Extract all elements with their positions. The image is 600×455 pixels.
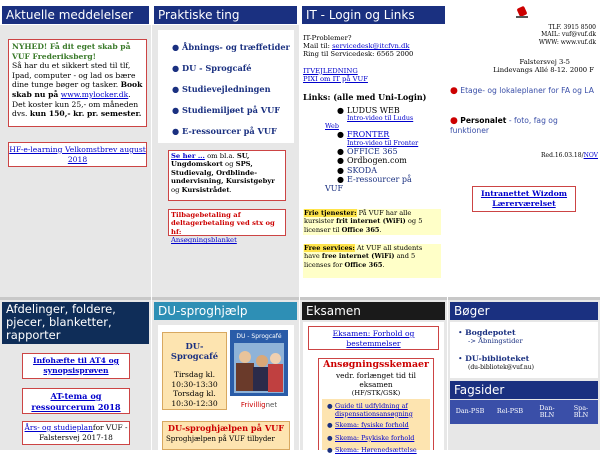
locker-news-box <box>8 39 147 127</box>
it-problems: IT-Problemer? <box>303 34 352 42</box>
servicedesk-mail-link[interactable]: servicedesk@itcfvn.dk <box>332 42 410 51</box>
free-services-da-box <box>303 209 441 235</box>
applications-sub2: (HF/STK/GSK) <box>351 389 401 397</box>
exam-header: Eksamen <box>302 302 445 320</box>
links-title: Links: (alle med Uni-Login) <box>303 92 427 102</box>
locker-news-title: NYHED! Få dit eget skab på VUF Frederiksberg! <box>12 42 131 61</box>
at-tema-link[interactable]: AT-tema og ressourcerum 2018 <box>31 391 121 412</box>
free-da-office: Office 365 <box>341 225 380 234</box>
language-help-title: DU-sproghjælpen på VUF <box>167 423 285 433</box>
language-cafe-poster[interactable] <box>230 330 288 414</box>
vuf-logo <box>515 6 529 20</box>
it-guide-link[interactable]: ITVEJLEDNING <box>303 66 358 75</box>
contact-info <box>448 24 596 46</box>
subject-pages-header: Fagsider <box>450 381 598 399</box>
intranet-link[interactable]: Intranettet Wizdom Lærerværelset <box>480 189 568 208</box>
editor-note <box>448 152 598 159</box>
poster-brand-word: Frivillig <box>240 401 266 409</box>
subject-page-link[interactable]: Spa-BLN <box>573 403 589 419</box>
locker-news-text: Så har du et sikkert sted til tlf, Ipad, computer - og lad os bære dine tunge bøger og tasker. <box>12 61 136 90</box>
column-contact <box>448 0 600 450</box>
it-pixi-link[interactable]: PIXI om IT på VUF <box>303 74 368 83</box>
editor-date: Red.16.03.18/ <box>541 152 584 159</box>
fronter-link[interactable]: FRONTER <box>347 130 390 140</box>
free-da-a: På VUF har alle kursister <box>304 209 412 226</box>
exam-rules-link[interactable]: Eksamen: Forhold og bestemmelser <box>332 329 415 348</box>
subject-page-link[interactable]: Dan-PSB <box>455 407 485 416</box>
login-links-list: ● LUDUS WEB Intro-video til Ludus Web ● FRONTER Intro-video til Fronter ● OFFICE 365 ● Ordbogen.com ● SKODA ● E-ressourcer på VUF <box>325 106 419 194</box>
practical-header: Praktiske ting <box>154 6 297 24</box>
it-header: IT - Login og Links <box>302 6 445 24</box>
applications-sub: vedr. forlænget tid til eksamen <box>335 371 417 389</box>
column-it <box>300 0 447 455</box>
hf-elearning-link[interactable]: HF-e-learning Velkomstbrev august 2018 <box>9 145 146 164</box>
info-su: SU, Ungdomskort <box>171 152 250 169</box>
poster-brand-suffix: net <box>265 401 278 409</box>
floor-plans-item[interactable]: ● Etage- og lokaleplaner for FA og LA <box>450 86 594 96</box>
study-plan-box <box>22 421 130 445</box>
editor-link[interactable]: NOV <box>583 152 598 159</box>
free-da-e: . <box>379 225 382 234</box>
column-announcements <box>0 0 151 450</box>
free-services-en-box <box>303 244 441 278</box>
application-item[interactable]: ● Skema: Hørenedsættelse <box>327 446 417 455</box>
language-help-box <box>162 421 290 450</box>
contact-phone: TLF. 3915 8500 <box>548 24 596 31</box>
poster-title: DU - Sprogcafé <box>236 333 282 340</box>
language-help-header: DU-sproghjælp <box>154 302 297 320</box>
practical-item[interactable]: ● Studiemiljøet på VUF <box>172 105 281 115</box>
locker-book-text: Book skab nu på <box>12 80 143 99</box>
floor-plans-link[interactable]: Etage- og lokaleplaner for FA og LA <box>460 86 594 95</box>
poster-people-image <box>234 343 284 393</box>
cafe-time-1: 10:30-13:30 <box>171 379 218 389</box>
servicedesk-phone: Ring til Servicedesk: 6565 2000 <box>303 50 414 59</box>
ludus-intro-link[interactable]: Intro-video til Ludus <box>347 114 414 123</box>
locker-price: kun 150,- kr. pr. semester. <box>29 109 142 119</box>
applications-title: Ansøgningsskemaer <box>323 359 429 370</box>
du-library-mail: (du-bibliotek@vuf.nu) <box>468 364 534 371</box>
ludus-link[interactable]: LUDUS WEB <box>347 106 400 115</box>
language-cafe-title: DU-Sprogcafé <box>170 341 219 361</box>
at4-link[interactable]: Infohæfte til AT4 og synopsisprøven <box>33 356 119 375</box>
language-cafe-box <box>162 332 227 410</box>
column-practical <box>152 0 299 450</box>
exam-rules-box <box>308 326 439 350</box>
poster-brand <box>230 396 288 414</box>
see-here-link[interactable]: Se her ... <box>171 152 205 160</box>
practical-list-panel <box>158 30 294 143</box>
practical-item[interactable]: ● Åbnings- og træffetider <box>172 42 290 52</box>
personnel-text: - foto, fag og funktioner <box>450 116 558 135</box>
practical-item[interactable]: ● E-ressourcer på VUF <box>172 126 277 136</box>
books-header: Bøger <box>450 302 598 320</box>
book-depot-hours-link[interactable]: -> Åbningstider <box>468 337 523 345</box>
ordbogen-link[interactable]: Ordbogen.com <box>347 156 407 166</box>
info-and: og <box>222 160 236 169</box>
cafe-day-2: Torsdag kl. <box>173 389 216 399</box>
practical-item[interactable]: ● Studievejledningen <box>172 84 271 94</box>
skoda-link[interactable]: SKODA <box>347 165 377 175</box>
du-library-item[interactable]: • DU-biblioteket (du-bibliotek@vuf.nu) <box>458 354 534 371</box>
student-info-box <box>168 150 286 201</box>
personnel-link[interactable]: Personalet <box>460 116 507 125</box>
refund-box <box>168 209 286 245</box>
study-plan-link[interactable]: Års- og studieplan <box>24 423 93 432</box>
free-en-office: Office 365 <box>344 260 383 269</box>
free-en-e: . <box>382 260 385 269</box>
info-text: om bl.a. <box>204 152 237 160</box>
departments-header: Afdelinger, foldere, pjecer, blanketter, rapporter <box>2 302 149 344</box>
cafe-day-1: Tirsdag kl. <box>173 370 216 380</box>
free-en-wifi: free internet (WiFi) <box>321 252 395 261</box>
at4-box <box>22 353 130 379</box>
free-en-c: and 5 licenses for <box>304 252 416 269</box>
mail-label: Mail til: <box>303 42 330 51</box>
office365-link[interactable]: OFFICE 365 <box>347 146 398 156</box>
subject-page-link[interactable]: Rel-PSB <box>496 407 524 416</box>
application-item[interactable]: ● Guide til udfyldning af dispensationsansøgning <box>327 402 413 418</box>
free-en-a: At VUF all students have <box>304 244 423 261</box>
info-council: Kursistrådet <box>181 185 230 194</box>
ludus-web-link[interactable]: Web <box>325 122 339 131</box>
subject-pages-panel <box>450 400 598 424</box>
free-da-c: og 5 licenser til <box>304 217 423 234</box>
info-dot: . <box>229 185 232 194</box>
it-support-info <box>303 34 445 83</box>
du-library-link[interactable]: DU-biblioteket <box>465 354 530 363</box>
info-and2: og <box>171 185 182 194</box>
free-da-wifi: frit internet (WiFi) <box>336 217 406 226</box>
language-help-text: Sproghjælpen på VUF tilbyder <box>166 435 275 443</box>
locker-price-text: . Det koster kun 25,- om måneden dvs. <box>12 89 139 119</box>
intranet-box <box>472 186 576 212</box>
mylocker-link[interactable]: www.mylocker.dk <box>60 89 129 99</box>
application-item[interactable]: ● Skema: fysiske forhold <box>327 421 409 430</box>
hf-elearning-box <box>8 142 147 167</box>
free-services-en-title: Free services: <box>304 244 355 252</box>
applications-box <box>318 358 434 455</box>
contact-web: WWW: www.vuf.dk <box>538 38 596 46</box>
at-tema-box <box>22 388 130 414</box>
subject-page-link[interactable]: Dan-BLN <box>539 403 555 419</box>
refund-form-link[interactable]: Ansøgningsblanket <box>171 236 237 245</box>
eresources-link[interactable]: E-ressourcer på <box>347 175 412 185</box>
address-line-1: Falstersvej 3-5 <box>519 58 570 66</box>
free-services-da-title: Frie tjenester: <box>304 209 357 217</box>
cafe-time-2: 10:30-12:30 <box>171 398 218 408</box>
info-sps: SPS, Studievalg, Ordblinde-undervisning, Kursistgebyr <box>171 160 275 186</box>
application-item[interactable]: ● Skema: Psykiske forhold <box>327 433 415 442</box>
practical-item[interactable]: ● DU - Sprogcafé <box>172 63 252 73</box>
fronter-intro-link[interactable]: Intro-video til Fronter <box>347 138 419 147</box>
contact-mail: MAIL: vuf@vuf.dk <box>541 31 596 39</box>
book-depot-item[interactable]: • Bogdepotet -> Åbningstider <box>458 328 523 345</box>
eresources-vuf-link[interactable]: VUF <box>325 184 344 194</box>
study-plan-text: for VUF - Falstersvej 2017-18 <box>39 423 128 442</box>
refund-title: Tilbagebetaling af deltagerbetaling ved stx og hf: <box>171 211 275 236</box>
announcements-header: Aktuelle meddelelser <box>2 6 149 24</box>
personnel-item[interactable]: ● Personalet - foto, fag og funktioner <box>450 116 558 135</box>
address-line-2: Lindevangs Allé 8-12. 2000 F <box>493 66 594 74</box>
book-depot-link[interactable]: Bogdepotet <box>465 328 516 337</box>
